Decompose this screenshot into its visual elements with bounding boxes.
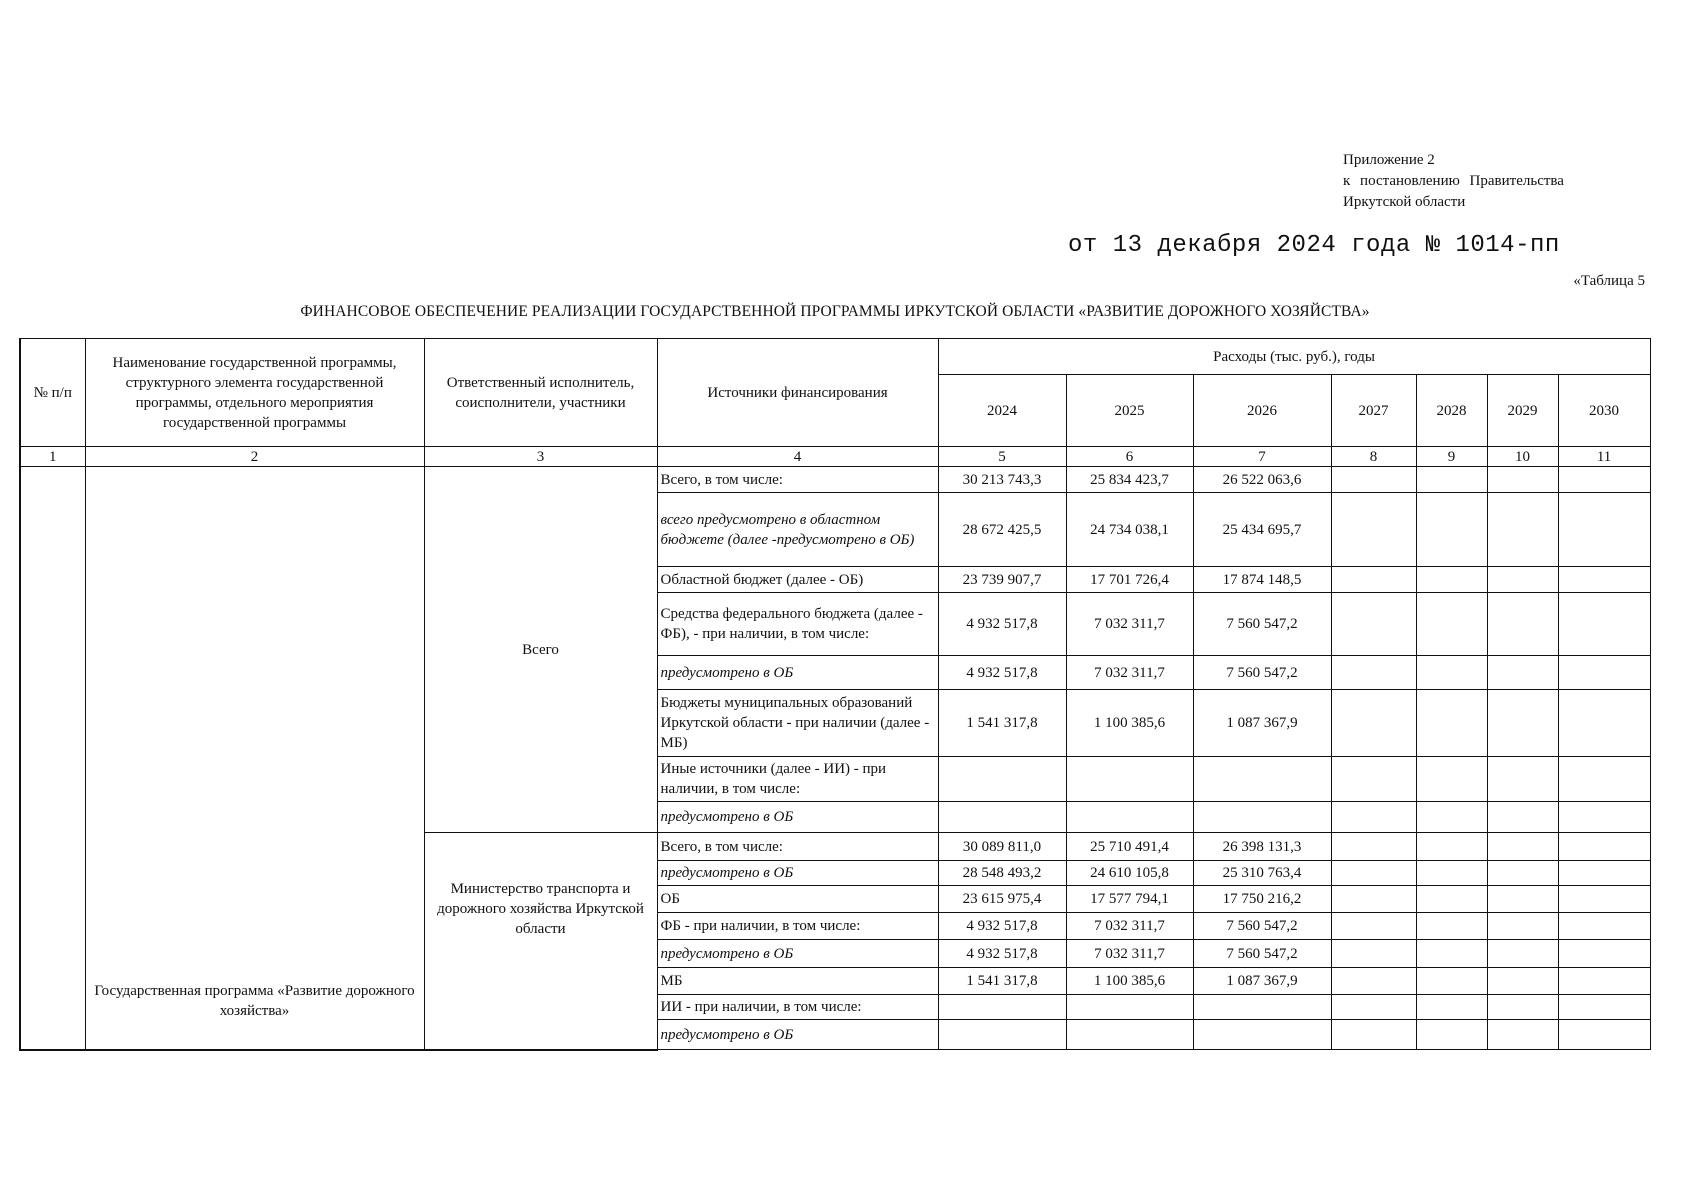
executor-cell: Министерство транспорта и дорожного хозяйства Иркутской области [424, 833, 657, 1050]
value-cell [1416, 802, 1487, 833]
value-cell: 26 522 063,6 [1193, 467, 1331, 493]
column-index: 7 [1193, 447, 1331, 467]
source-cell: МБ [657, 968, 938, 995]
document-title: ФИНАНСОВОЕ ОБЕСПЕЧЕНИЕ РЕАЛИЗАЦИИ ГОСУДАРСТВЕННОЙ ПРОГРАММЫ ИРКУТСКОЙ ОБЛАСТИ «РАЗВИТИЕ ДОРОЖНОГО ХОЗЯЙСТВА» [300, 303, 1370, 320]
header-source: Источники финансирования [657, 339, 938, 447]
value-cell [1331, 968, 1416, 995]
value-cell: 24 734 038,1 [1066, 493, 1193, 567]
value-cell [1331, 940, 1416, 968]
value-cell: 7 032 311,7 [1066, 656, 1193, 690]
value-cell: 17 750 216,2 [1193, 886, 1331, 913]
column-index: 2 [85, 447, 424, 467]
value-cell: 7 560 547,2 [1193, 940, 1331, 968]
value-cell: 7 560 547,2 [1193, 593, 1331, 656]
value-cell: 30 213 743,3 [938, 467, 1066, 493]
header-num: № п/п [20, 339, 85, 447]
value-cell [1331, 833, 1416, 861]
value-cell [1558, 995, 1650, 1020]
column-index: 9 [1416, 447, 1487, 467]
source-cell: предусмотрено в ОБ [657, 940, 938, 968]
value-cell [1487, 467, 1558, 493]
value-cell [1331, 913, 1416, 940]
value-cell [1331, 886, 1416, 913]
value-cell [1558, 833, 1650, 861]
value-cell [1416, 567, 1487, 593]
source-cell: предусмотрено в ОБ [657, 656, 938, 690]
value-cell [1416, 833, 1487, 861]
value-cell: 25 834 423,7 [1066, 467, 1193, 493]
value-cell [1558, 968, 1650, 995]
value-cell: 24 610 105,8 [1066, 861, 1193, 886]
value-cell [938, 802, 1066, 833]
column-index: 4 [657, 447, 938, 467]
value-cell [938, 995, 1066, 1020]
value-cell [1558, 567, 1650, 593]
value-cell [1558, 493, 1650, 567]
column-index: 8 [1331, 447, 1416, 467]
value-cell [1558, 940, 1650, 968]
value-cell [1066, 757, 1193, 802]
value-cell [1558, 690, 1650, 757]
value-cell [1416, 968, 1487, 995]
value-cell: 1 087 367,9 [1193, 690, 1331, 757]
executor-cell: Всего [424, 467, 657, 833]
value-cell: 28 548 493,2 [938, 861, 1066, 886]
value-cell [1487, 940, 1558, 968]
value-cell: 17 577 794,1 [1066, 886, 1193, 913]
column-index: 3 [424, 447, 657, 467]
source-cell: Всего, в том числе: [657, 467, 938, 493]
value-cell: 30 089 811,0 [938, 833, 1066, 861]
value-cell [1416, 995, 1487, 1020]
value-cell: 23 615 975,4 [938, 886, 1066, 913]
value-cell: 4 932 517,8 [938, 940, 1066, 968]
value-cell [1487, 593, 1558, 656]
source-cell: предусмотрено в ОБ [657, 861, 938, 886]
value-cell: 7 032 311,7 [1066, 593, 1193, 656]
finance-table [19, 338, 1651, 1051]
value-cell [1558, 593, 1650, 656]
source-cell: ФБ - при наличии, в том числе: [657, 913, 938, 940]
value-cell [1331, 493, 1416, 567]
header-expenses: Расходы (тыс. руб.), годы [938, 339, 1650, 375]
value-cell: 17 701 726,4 [1066, 567, 1193, 593]
source-cell: Иные источники (далее - ИИ) - при наличии, в том числе: [657, 757, 938, 802]
source-cell: предусмотрено в ОБ [657, 1020, 938, 1050]
value-cell [1487, 1020, 1558, 1050]
value-cell [1066, 1020, 1193, 1050]
value-cell: 4 932 517,8 [938, 593, 1066, 656]
value-cell [1487, 913, 1558, 940]
value-cell: 25 710 491,4 [1066, 833, 1193, 861]
program-name-cell: Государственная программа «Развитие дорожного хозяйства» [85, 467, 424, 1050]
value-cell [1558, 467, 1650, 493]
value-cell [1193, 995, 1331, 1020]
value-cell [1331, 467, 1416, 493]
value-cell [1558, 757, 1650, 802]
value-cell [1416, 467, 1487, 493]
value-cell [1193, 1020, 1331, 1050]
value-cell [1416, 757, 1487, 802]
column-index-row [20, 447, 1650, 467]
value-cell [1487, 995, 1558, 1020]
value-cell [1558, 861, 1650, 886]
value-cell: 25 434 695,7 [1193, 493, 1331, 567]
value-cell: 4 932 517,8 [938, 913, 1066, 940]
column-index: 10 [1487, 447, 1558, 467]
value-cell [1331, 567, 1416, 593]
appendix-line: к постановлению Правительства [1343, 173, 1564, 189]
value-cell: 4 932 517,8 [938, 656, 1066, 690]
column-index: 5 [938, 447, 1066, 467]
value-cell [1066, 802, 1193, 833]
value-cell [1416, 861, 1487, 886]
value-cell: 23 739 907,7 [938, 567, 1066, 593]
value-cell [1558, 886, 1650, 913]
value-cell [1487, 656, 1558, 690]
value-cell [1331, 861, 1416, 886]
column-index: 6 [1066, 447, 1193, 467]
source-cell: ОБ [657, 886, 938, 913]
value-cell: 1 541 317,8 [938, 968, 1066, 995]
value-cell [1416, 913, 1487, 940]
value-cell [1331, 802, 1416, 833]
value-cell: 1 087 367,9 [1193, 968, 1331, 995]
value-cell [1487, 833, 1558, 861]
value-cell [1416, 886, 1487, 913]
value-cell [1487, 757, 1558, 802]
value-cell: 7 032 311,7 [1066, 940, 1193, 968]
value-cell: 7 032 311,7 [1066, 913, 1193, 940]
header-year: 2025 [1066, 375, 1193, 447]
value-cell: 25 310 763,4 [1193, 861, 1331, 886]
value-cell [1331, 690, 1416, 757]
source-cell: Бюджеты муниципальных образований Иркутской области - при наличии (далее - МБ) [657, 690, 938, 757]
decree-stamp: от 13 декабря 2024 года № 1014-пп [1068, 232, 1560, 259]
value-cell: 17 874 148,5 [1193, 567, 1331, 593]
value-cell: 26 398 131,3 [1193, 833, 1331, 861]
value-cell: 7 560 547,2 [1193, 913, 1331, 940]
value-cell: 1 100 385,6 [1066, 968, 1193, 995]
appendix-line: Иркутской области [1343, 194, 1466, 210]
value-cell [1558, 656, 1650, 690]
source-cell: Всего, в том числе: [657, 833, 938, 861]
header-executor: Ответственный исполнитель, соисполнители, участники [424, 339, 657, 447]
table-label: «Таблица 5 [1573, 273, 1645, 289]
header-year: 2024 [938, 375, 1066, 447]
value-cell: 7 560 547,2 [1193, 656, 1331, 690]
value-cell: 28 672 425,5 [938, 493, 1066, 567]
appendix-line: Приложение 2 [1343, 152, 1435, 168]
value-cell [1416, 690, 1487, 757]
value-cell [1487, 861, 1558, 886]
value-cell [1487, 690, 1558, 757]
appendix-block [1343, 150, 1613, 213]
table-row [20, 467, 1650, 493]
value-cell [1416, 656, 1487, 690]
value-cell [1416, 593, 1487, 656]
value-cell [1558, 802, 1650, 833]
value-cell [938, 1020, 1066, 1050]
value-cell [1193, 757, 1331, 802]
value-cell [1487, 802, 1558, 833]
value-cell [938, 757, 1066, 802]
header-year: 2029 [1487, 375, 1558, 447]
value-cell [1331, 1020, 1416, 1050]
header-program-name: Наименование государственной программы, структурного элемента государственной программы, отдельного мероприятия государственной программы [85, 339, 424, 447]
source-cell: предусмотрено в ОБ [657, 802, 938, 833]
header-year: 2027 [1331, 375, 1416, 447]
value-cell [1416, 940, 1487, 968]
value-cell: 1 541 317,8 [938, 690, 1066, 757]
header-year: 2026 [1193, 375, 1331, 447]
value-cell [1487, 567, 1558, 593]
value-cell [1487, 886, 1558, 913]
column-index: 1 [20, 447, 85, 467]
source-cell: Средства федерального бюджета (далее - ФБ), - при наличии, в том числе: [657, 593, 938, 656]
value-cell [1416, 1020, 1487, 1050]
source-cell: Областной бюджет (далее - ОБ) [657, 567, 938, 593]
value-cell [1487, 968, 1558, 995]
value-cell [1558, 1020, 1650, 1050]
value-cell [1331, 656, 1416, 690]
value-cell [1331, 995, 1416, 1020]
value-cell [1193, 802, 1331, 833]
value-cell [1331, 757, 1416, 802]
header-year: 2028 [1416, 375, 1487, 447]
column-index: 11 [1558, 447, 1650, 467]
value-cell [1331, 593, 1416, 656]
source-cell: ИИ - при наличии, в том числе: [657, 995, 938, 1020]
value-cell [1416, 493, 1487, 567]
value-cell [1066, 995, 1193, 1020]
value-cell: 1 100 385,6 [1066, 690, 1193, 757]
source-cell: всего предусмотрено в областном бюджете (далее -предусмотрено в ОБ) [657, 493, 938, 567]
value-cell [1487, 493, 1558, 567]
header-year: 2030 [1558, 375, 1650, 447]
value-cell [1558, 913, 1650, 940]
row-number-cell [20, 467, 85, 1050]
